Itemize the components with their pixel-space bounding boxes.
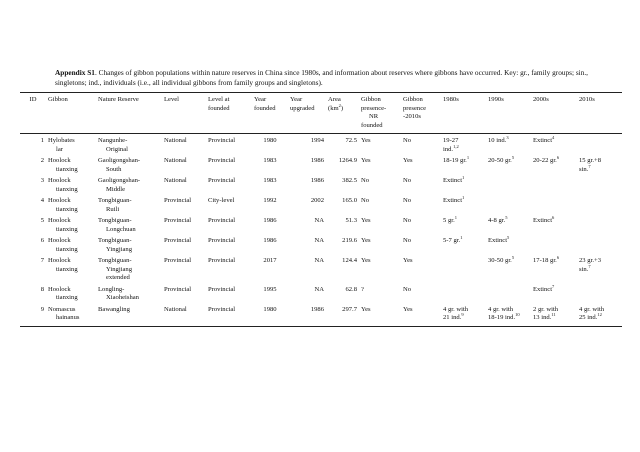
cell-area: 72.5 <box>345 137 357 144</box>
cell-presence-2010: No <box>403 217 412 224</box>
cell-1990s: 30-50 gr.$^5$ <box>488 254 515 264</box>
cell-year-upgraded: 1986 <box>288 303 326 327</box>
cell-2010s <box>577 174 622 194</box>
cell-presence-2010: No <box>403 237 412 244</box>
cell-year-upgraded: 1986 <box>310 177 324 184</box>
cell-level-founded: City-level <box>208 197 235 204</box>
table-row <box>20 154 622 174</box>
cell-presence-2010: Yes <box>403 257 413 264</box>
cell-presence-2010: No <box>403 177 412 184</box>
cell-area: 297.7 <box>326 303 359 327</box>
table-caption <box>55 68 595 88</box>
cell-1980s: 19-27 ind.$^{1,2}$ <box>443 137 459 153</box>
cell-gibbon: Hoolock tianxing <box>48 285 78 301</box>
cell-level: Provincial <box>164 217 192 224</box>
cell-level: National <box>164 177 187 184</box>
cell-2000s <box>531 194 577 214</box>
cell-2010s <box>577 214 622 234</box>
header-level-founded: Level at founded <box>206 93 252 134</box>
cell-gibbon: Hylobates lar <box>48 137 75 153</box>
cell-1980s: 5-7 gr.$^1$ <box>443 234 463 244</box>
cell-level: National <box>162 303 206 327</box>
cell-2010s: 4 gr. with 25 ind.$^{12}$ <box>577 303 622 327</box>
cell-presence-nr: No <box>361 197 370 204</box>
cell-1980s: 4 gr. with 21 ind.$^9$ <box>441 303 486 327</box>
cell-presence-nr: ? <box>361 285 364 293</box>
cell-1990s: Extinct$^5$ <box>488 234 510 244</box>
table-row <box>20 254 622 283</box>
cell-level: Provincial <box>164 285 192 293</box>
header-year-founded: Year founded <box>252 93 288 134</box>
cell-reserve: Longling- Xiaoheishan <box>98 285 139 301</box>
cell-area: 51.3 <box>345 217 357 224</box>
cell-level-founded: Provincial <box>208 157 236 164</box>
cell-level: Provincial <box>164 257 192 264</box>
cell-presence-2010: Yes <box>401 303 441 327</box>
cell-1980s: Extinct$^1$ <box>443 194 465 204</box>
cell-id: 6 <box>40 237 44 244</box>
header-gibbon: Gibbon <box>46 93 96 134</box>
header-area: Area $(km^2)$ <box>326 93 359 134</box>
gibbon-table <box>20 92 622 327</box>
cell-reserve: Gaoligongshan- South <box>98 157 141 173</box>
cell-1990s <box>486 174 531 194</box>
table-row <box>20 134 622 155</box>
table-row <box>20 214 622 234</box>
cell-area: 62.8 <box>345 285 357 293</box>
cell-1990s: 4 gr. with 18-19 ind.$^{10}$ <box>486 303 531 327</box>
cell-reserve: Tongbiguan- Ruili <box>98 197 132 213</box>
cell-gibbon: Hoolock tianxing <box>48 237 78 253</box>
cell-id: 9 <box>20 303 46 327</box>
cell-2010s: 23 gr.+3 sin.$^7$ <box>579 257 602 273</box>
cell-reserve: Nangunhe- Original <box>98 137 128 153</box>
cell-presence-2010: Yes <box>403 157 413 164</box>
table-body <box>20 134 622 327</box>
cell-reserve: Tongbiguan- Longchuan <box>98 217 136 233</box>
cell-2010s <box>577 283 622 303</box>
header-2010s: 2010s <box>577 93 622 134</box>
header-reserve: Nature Reserve <box>96 93 162 134</box>
cell-area: 124.4 <box>342 257 357 264</box>
cell-2000s: 2 gr. with 13 ind.$^{11}$ <box>531 303 577 327</box>
cell-id: 5 <box>40 217 44 224</box>
cell-year-founded: 2017 <box>263 257 277 264</box>
cell-reserve: Tongbiguan- Yingjiang extended <box>98 257 133 281</box>
cell-1980s <box>441 283 486 303</box>
cell-2000s: Extinct$^7$ <box>533 283 555 293</box>
cell-gibbon: Hoolock tianxing <box>48 157 78 173</box>
header-presence-nr: Gibbon presence- NR founded <box>359 93 401 134</box>
cell-reserve: Gaoligongshan- Middle <box>98 177 141 193</box>
table-row <box>20 303 622 327</box>
cell-gibbon: Hoolock tianxing <box>48 177 78 193</box>
caption-label: Appendix S1 <box>55 68 95 77</box>
cell-year-founded: 1980 <box>263 137 277 144</box>
cell-id: 8 <box>40 285 44 293</box>
cell-presence-nr: Yes <box>361 157 371 164</box>
cell-year-founded: 1980 <box>252 303 288 327</box>
cell-year-upgraded: NA <box>314 257 324 264</box>
caption-text: . Changes of gibbon populations within nature reserves in China since 1980s, and information about reserves where gibbons have occurred. Key: gr., family groups; sin., singletons; ind., individuals (i.e., all individual gibbons from family groups and singletons). <box>55 68 588 87</box>
cell-presence-nr: Yes <box>361 137 371 144</box>
cell-year-upgraded: NA <box>314 217 324 224</box>
cell-2010s <box>577 134 622 155</box>
cell-presence-nr: Yes <box>361 257 371 264</box>
table-row <box>20 283 622 303</box>
cell-1990s <box>486 194 531 214</box>
cell-2000s: Extinct$^4$ <box>533 134 555 144</box>
cell-2000s <box>531 174 577 194</box>
cell-year-founded: 1986 <box>263 217 277 224</box>
header-2000s: 2000s <box>531 93 577 134</box>
cell-gibbon: Hoolock tianxing <box>48 197 78 213</box>
cell-reserve: Bawangling <box>96 303 162 327</box>
cell-year-founded: 1992 <box>263 197 277 204</box>
cell-year-founded: 1995 <box>263 285 277 293</box>
cell-area: 165.0 <box>342 197 357 204</box>
cell-level-founded: Provincial <box>208 137 236 144</box>
cell-area: 1264.9 <box>338 157 357 164</box>
cell-presence-2010: No <box>403 285 412 293</box>
cell-level-founded: Provincial <box>208 177 236 184</box>
cell-1980s: 5 gr.$^1$ <box>443 214 457 224</box>
cell-gibbon: Nomascus hainanus <box>46 303 96 327</box>
header-level: Level <box>162 93 206 134</box>
header-1990s: 1990s <box>486 93 531 134</box>
cell-reserve: Tongbiguan- Yingjiang <box>98 237 133 253</box>
cell-presence-2010: No <box>403 137 412 144</box>
cell-year-upgraded: 2002 <box>310 197 324 204</box>
cell-area: 382.5 <box>342 177 357 184</box>
table-row <box>20 194 622 214</box>
cell-gibbon: Hoolock tianxing <box>48 217 78 233</box>
cell-2010s <box>577 234 622 254</box>
header-1980s: 1980s <box>441 93 486 134</box>
cell-id: 2 <box>40 157 44 164</box>
cell-year-upgraded: NA <box>314 237 324 244</box>
cell-level-founded: Provincial <box>206 303 252 327</box>
cell-area: 219.6 <box>342 237 357 244</box>
cell-1980s: Extinct$^1$ <box>443 174 465 184</box>
cell-presence-nr: Yes <box>359 303 401 327</box>
cell-1990s: 10 ind.$^3$ <box>488 134 509 144</box>
cell-2000s <box>531 234 577 254</box>
cell-year-upgraded: 1994 <box>310 137 324 144</box>
cell-year-founded: 1983 <box>263 157 277 164</box>
cell-1980s <box>441 254 486 283</box>
cell-year-founded: 1983 <box>263 177 277 184</box>
cell-presence-2010: No <box>403 197 412 204</box>
cell-year-founded: 1986 <box>263 237 277 244</box>
cell-1990s: 20-50 gr.$^5$ <box>488 154 515 164</box>
cell-2000s: 17-18 gr.$^6$ <box>533 254 560 264</box>
cell-id: 3 <box>40 177 44 184</box>
cell-2010s: 15 gr.+8 sin.$^7$ <box>579 157 602 173</box>
cell-1980s: 18-19 gr.$^1$ <box>443 154 470 164</box>
cell-presence-nr: Yes <box>361 237 371 244</box>
cell-id: 4 <box>40 197 44 204</box>
cell-presence-nr: Yes <box>361 217 371 224</box>
cell-level: Provincial <box>164 237 192 244</box>
cell-gibbon: Hoolock tianxing <box>48 257 78 273</box>
cell-level: Provincial <box>164 197 192 204</box>
cell-level-founded: Provincial <box>208 285 236 293</box>
cell-level-founded: Provincial <box>208 237 236 244</box>
cell-1990s <box>486 283 531 303</box>
table-row <box>20 234 622 254</box>
cell-level-founded: Provincial <box>208 217 236 224</box>
cell-presence-nr: No <box>361 177 370 184</box>
cell-year-upgraded: NA <box>314 285 324 293</box>
cell-2010s <box>577 194 622 214</box>
header-presence-2010: Gibbon presence -2010s <box>401 93 441 134</box>
cell-level: National <box>164 157 187 164</box>
cell-level-founded: Provincial <box>208 257 236 264</box>
header-year-upgraded: Year upgraded <box>288 93 326 134</box>
cell-2000s: Extinct$^6$ <box>533 214 555 224</box>
cell-id: 7 <box>40 257 44 264</box>
cell-level: National <box>164 137 187 144</box>
cell-2000s: 20-22 gr.$^6$ <box>533 154 560 164</box>
table-header <box>20 93 622 134</box>
table-row <box>20 174 622 194</box>
cell-year-upgraded: 1986 <box>310 157 324 164</box>
header-id: ID <box>20 93 46 134</box>
cell-1990s: 4-8 gr.$^5$ <box>488 214 508 224</box>
cell-id: 1 <box>40 137 44 144</box>
